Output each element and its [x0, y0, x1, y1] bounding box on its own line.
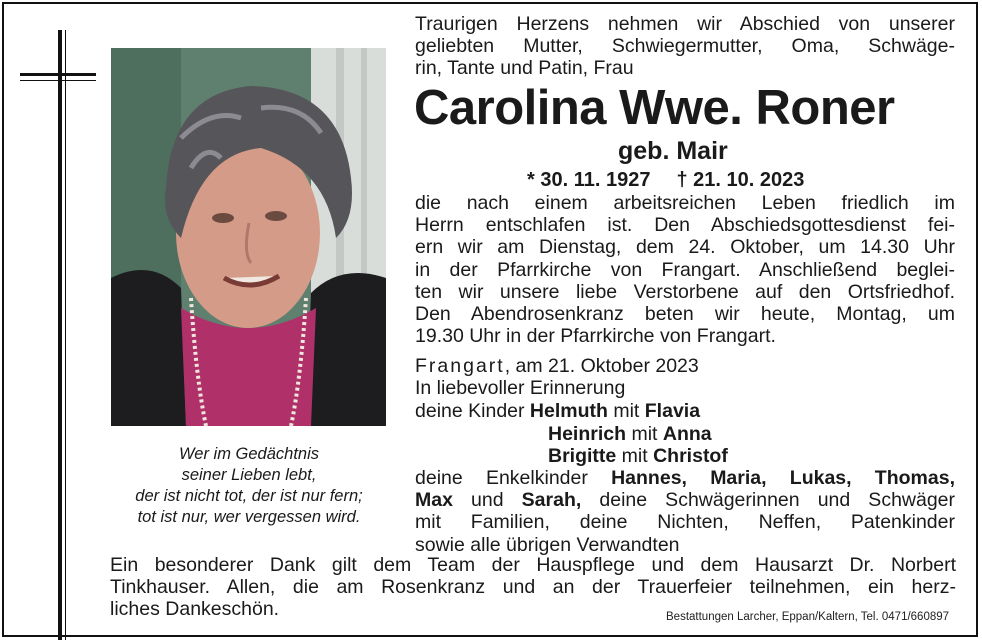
verse-line: der ist nicht tot, der ist nur fern;	[135, 487, 363, 505]
thanks-line: liches Dankeschön.	[110, 598, 280, 621]
spouse-name: Christof	[653, 445, 728, 467]
children-row: Heinrich mit Anna	[548, 422, 712, 445]
body-line: Den Abendrosenkranz beten wir heute, Montag, um	[415, 303, 955, 326]
spouse-name: Anna	[662, 422, 712, 445]
child-name: Brigitte	[548, 445, 617, 467]
verse-line: tot ist nur, wer vergessen wird.	[137, 508, 361, 526]
place-name: Frangart	[415, 355, 505, 377]
thanks-line: Ein besonderer Dank gilt dem Team der Hauspflege und dem Hausarzt Dr. Norbert	[110, 554, 956, 576]
memorial-verse	[104, 444, 394, 528]
intro-text	[415, 13, 955, 79]
body-line: ern wir am Dienstag, dem 24. Oktober, um 14.30 Uhr	[415, 236, 955, 259]
body-line: Herrn entschlafen ist. Den Abschiedsgottesdienst fei-	[415, 214, 955, 237]
grandchildren-line: Max und Sarah, deine Schwägerinnen und Schwäger	[415, 489, 956, 512]
intro-line: rin, Tante und Patin, Frau	[415, 57, 634, 79]
death-date: † 21. 10. 2023	[676, 169, 805, 191]
children-row: deine Kinder Helmuth mit Flavia	[415, 400, 701, 422]
grandchildren-list	[415, 467, 955, 556]
body-line: ten wir unsere liebe Verstorbene auf den Ortsfriedhof.	[415, 280, 955, 303]
body-line: in der Pfarrkirche von Frangart. Anschließend beglei-	[415, 258, 955, 281]
body-line: 19.30 Uhr in der Pfarrkirche von Frangart.	[415, 325, 776, 348]
child-name: Heinrich	[548, 422, 627, 445]
life-dates	[527, 168, 804, 192]
date-text: , am 21. Oktober 2023	[504, 355, 699, 377]
children-row: Brigitte mit Christof	[548, 445, 728, 467]
intro-line: Traurigen Herzens nehmen wir Abschied von unserer	[415, 13, 955, 35]
portrait-photo	[111, 48, 386, 426]
memory-line: In liebevoller Erinnerung	[415, 377, 626, 399]
funeral-announcement	[415, 192, 955, 347]
deceased-name: Carolina Wwe. Roner	[414, 81, 895, 135]
thanks-line: Tinkhauser. Allen, die am Rosenkranz und an der Trauerfeier teilnehmen, ein herz-	[110, 576, 956, 599]
children-list	[415, 400, 728, 468]
relatives-line: sowie alle übrigen Verwandten	[415, 533, 680, 556]
undertaker-credit: Bestattungen Larcher, Eppan/Kaltern, Tel. 0471/660897	[666, 611, 950, 623]
birth-date: * 30. 11. 1927	[527, 169, 651, 191]
spouse-name: Flavia	[644, 400, 701, 422]
relatives-line: mit Familien, deine Nichten, Neffen, Patenkinder	[415, 511, 955, 534]
body-line: die nach einem arbeitsreichen Leben friedlich im	[415, 192, 955, 214]
grandchildren-line: deine Enkelkinder Hannes, Maria, Lukas, Thomas,	[415, 467, 955, 489]
place-date	[415, 355, 699, 377]
verse-line: seiner Lieben lebt,	[181, 466, 317, 484]
maiden-name: geb. Mair	[618, 137, 728, 165]
verse-line: Wer im Gedächtnis	[179, 445, 319, 463]
intro-line: geliebten Mutter, Schwiegermutter, Oma, Schwäge-	[415, 35, 955, 57]
child-name: Helmuth	[529, 400, 608, 422]
